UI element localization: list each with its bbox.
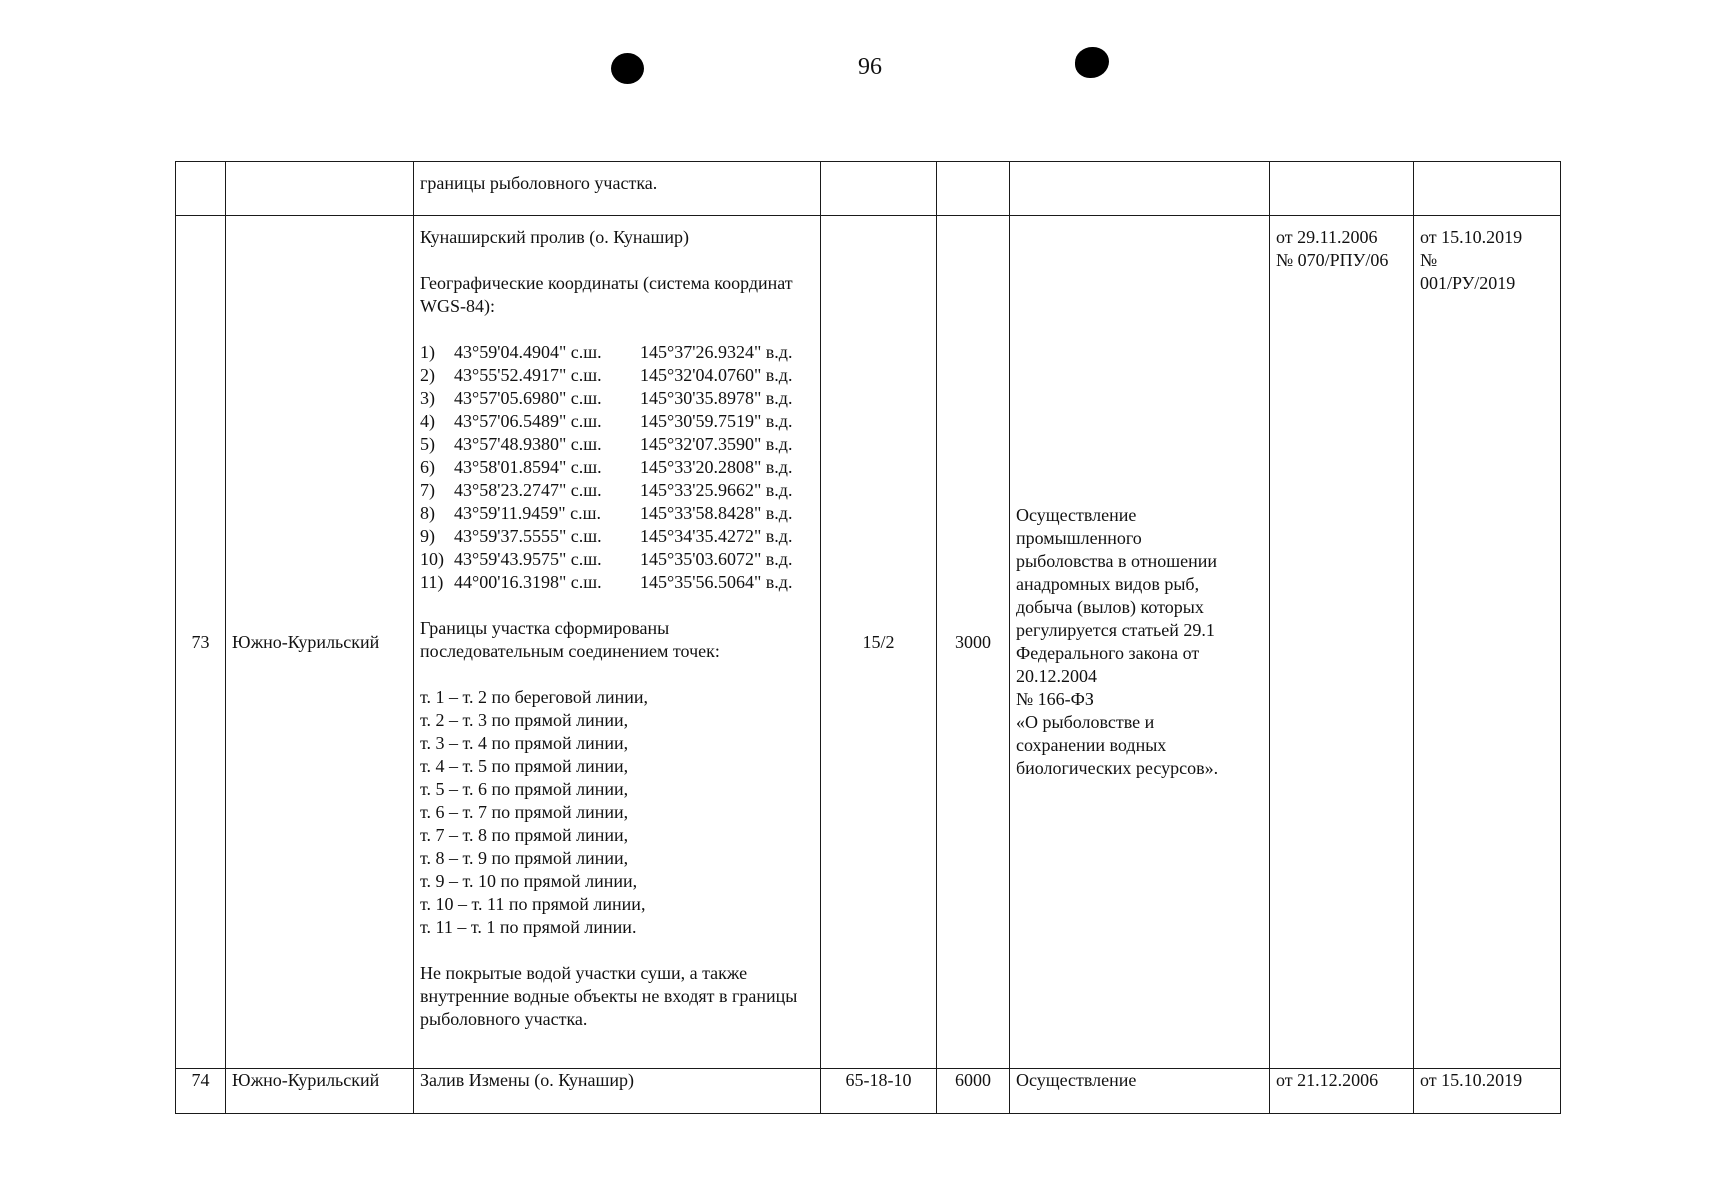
borders-heading: Границы участка сформированы последовательным соединением точек: xyxy=(420,618,720,661)
coords-heading: Географические координаты (система координат WGS-84): xyxy=(420,273,793,316)
coordinate-item xyxy=(420,387,814,410)
coordinate-index: 4) xyxy=(420,411,435,431)
coordinate-longitude: 145°33'20.2808" в.д. xyxy=(640,457,793,477)
cell-doc1 xyxy=(1270,162,1414,216)
coordinate-index: 6) xyxy=(420,457,435,477)
border-line-item: т. 2 – т. 3 по прямой линии, xyxy=(420,710,629,730)
cell-num: 74 xyxy=(176,1069,226,1114)
border-line-item: т. 10 – т. 11 по прямой линии, xyxy=(420,894,646,914)
cell-district xyxy=(226,162,414,216)
coordinate-latitude: 43°59'43.9575" с.ш. xyxy=(454,549,602,569)
coordinate-longitude: 145°30'59.7519" в.д. xyxy=(640,411,793,431)
coordinate-latitude: 43°59'04.4904" с.ш. xyxy=(454,342,602,362)
fishing-areas-table xyxy=(175,161,1561,1114)
coordinate-latitude: 43°55'52.4917" с.ш. xyxy=(454,365,602,385)
border-line-item: т. 9 – т. 10 по прямой линии, xyxy=(420,871,638,891)
coordinate-longitude: 145°33'25.9662" в.д. xyxy=(640,480,793,500)
coordinate-index: 9) xyxy=(420,526,435,546)
coordinate-longitude: 145°33'58.8428" в.д. xyxy=(640,503,793,523)
exclusion-note: Не покрытые водой участки суши, а также внутренние водные объекты не входят в границы рыболовного участка. xyxy=(420,963,798,1029)
border-line-item: т. 4 – т. 5 по прямой линии, xyxy=(420,756,629,776)
coordinate-latitude: 43°57'48.9380" с.ш. xyxy=(454,434,602,454)
cell-purpose: Осуществление xyxy=(1010,1069,1270,1114)
border-line-item: т. 7 – т. 8 по прямой линии, xyxy=(420,825,629,845)
cell-doc2 xyxy=(1414,162,1561,216)
cell-description xyxy=(414,216,821,1069)
cell-num: 73 xyxy=(176,216,226,1069)
page-number: 96 xyxy=(858,54,882,80)
coordinate-latitude: 43°57'05.6980" с.ш. xyxy=(454,388,602,408)
area-title: Кунаширский пролив (о. Кунашир) xyxy=(420,227,690,247)
border-line-item: т. 1 – т. 2 по береговой линии, xyxy=(420,687,649,707)
coordinate-latitude: 43°58'01.8594" с.ш. xyxy=(454,457,602,477)
coordinate-longitude: 145°35'56.5064" в.д. xyxy=(640,572,793,592)
coordinate-item xyxy=(420,571,814,594)
cell-description: границы рыболовного участка. xyxy=(414,162,821,216)
coordinate-index: 11) xyxy=(420,572,444,592)
border-line-item: т. 6 – т. 7 по прямой линии, xyxy=(420,802,629,822)
coordinate-index: 3) xyxy=(420,388,435,408)
coordinate-item xyxy=(420,456,814,479)
cell-purpose: Осуществление промышленного рыболовства в отношении анадромных видов рыб, добыча (вылов) которых регулируется статьей 29.1 Федерального закона от 20.12.2004 № 166-ФЗ «О рыболовстве и сохранении водных биологических ресурсов». xyxy=(1010,216,1270,1069)
punch-hole-left xyxy=(611,53,644,84)
coordinate-longitude: 145°30'35.8978" в.д. xyxy=(640,388,793,408)
border-line-item: т. 5 – т. 6 по прямой линии, xyxy=(420,779,629,799)
coordinate-latitude: 43°58'23.2747" с.ш. xyxy=(454,480,602,500)
cell-area xyxy=(937,162,1010,216)
coordinate-index: 1) xyxy=(420,342,435,362)
punch-hole-right xyxy=(1075,47,1109,78)
coordinate-item xyxy=(420,525,814,548)
coordinate-index: 5) xyxy=(420,434,435,454)
cell-area: 6000 xyxy=(937,1069,1010,1114)
coordinate-index: 7) xyxy=(420,480,435,500)
border-line-item: т. 11 – т. 1 по прямой линии. xyxy=(420,917,637,937)
table-row-74 xyxy=(176,1069,1561,1114)
cell-purpose xyxy=(1010,162,1270,216)
coordinate-item xyxy=(420,433,814,456)
cell-doc2: от 15.10.2019 xyxy=(1414,1069,1561,1114)
coordinate-latitude: 44°00'16.3198" с.ш. xyxy=(454,572,602,592)
cell-code: 65-18-10 xyxy=(821,1069,937,1114)
cell-code xyxy=(821,162,937,216)
coordinate-item xyxy=(420,410,814,433)
border-line-item: т. 8 – т. 9 по прямой линии, xyxy=(420,848,629,868)
coordinate-longitude: 145°35'03.6072" в.д. xyxy=(640,549,793,569)
coordinate-latitude: 43°59'37.5555" с.ш. xyxy=(454,526,602,546)
border-lines-list xyxy=(420,686,814,939)
coordinate-index: 2) xyxy=(420,365,435,385)
cell-district: Южно-Курильский xyxy=(226,216,414,1069)
table-row-continued xyxy=(176,162,1561,216)
coordinate-longitude: 145°32'04.0760" в.д. xyxy=(640,365,793,385)
coordinates-list xyxy=(420,341,814,594)
coordinate-item xyxy=(420,341,814,364)
cell-doc1: от 21.12.2006 xyxy=(1270,1069,1414,1114)
cell-description: Залив Измены (о. Кунашир) xyxy=(414,1069,821,1114)
coordinate-longitude: 145°32'07.3590" в.д. xyxy=(640,434,793,454)
coordinate-latitude: 43°57'06.5489" с.ш. xyxy=(454,411,602,431)
table-row-73 xyxy=(176,216,1561,1069)
coordinate-longitude: 145°37'26.9324" в.д. xyxy=(640,342,793,362)
coordinate-item xyxy=(420,548,814,571)
coordinate-index: 10) xyxy=(420,549,444,569)
cell-area: 3000 xyxy=(937,216,1010,1069)
coordinate-index: 8) xyxy=(420,503,435,523)
cell-doc1: от 29.11.2006 № 070/РПУ/06 xyxy=(1270,216,1414,1069)
coordinate-item xyxy=(420,479,814,502)
cell-district: Южно-Курильский xyxy=(226,1069,414,1114)
coordinate-longitude: 145°34'35.4272" в.д. xyxy=(640,526,793,546)
cell-num xyxy=(176,162,226,216)
cell-code: 15/2 xyxy=(821,216,937,1069)
coordinate-item xyxy=(420,364,814,387)
border-line-item: т. 3 – т. 4 по прямой линии, xyxy=(420,733,629,753)
cell-doc2: от 15.10.2019 № 001/РУ/2019 xyxy=(1414,216,1561,1069)
coordinate-latitude: 43°59'11.9459" с.ш. xyxy=(454,503,601,523)
coordinate-item xyxy=(420,502,814,525)
